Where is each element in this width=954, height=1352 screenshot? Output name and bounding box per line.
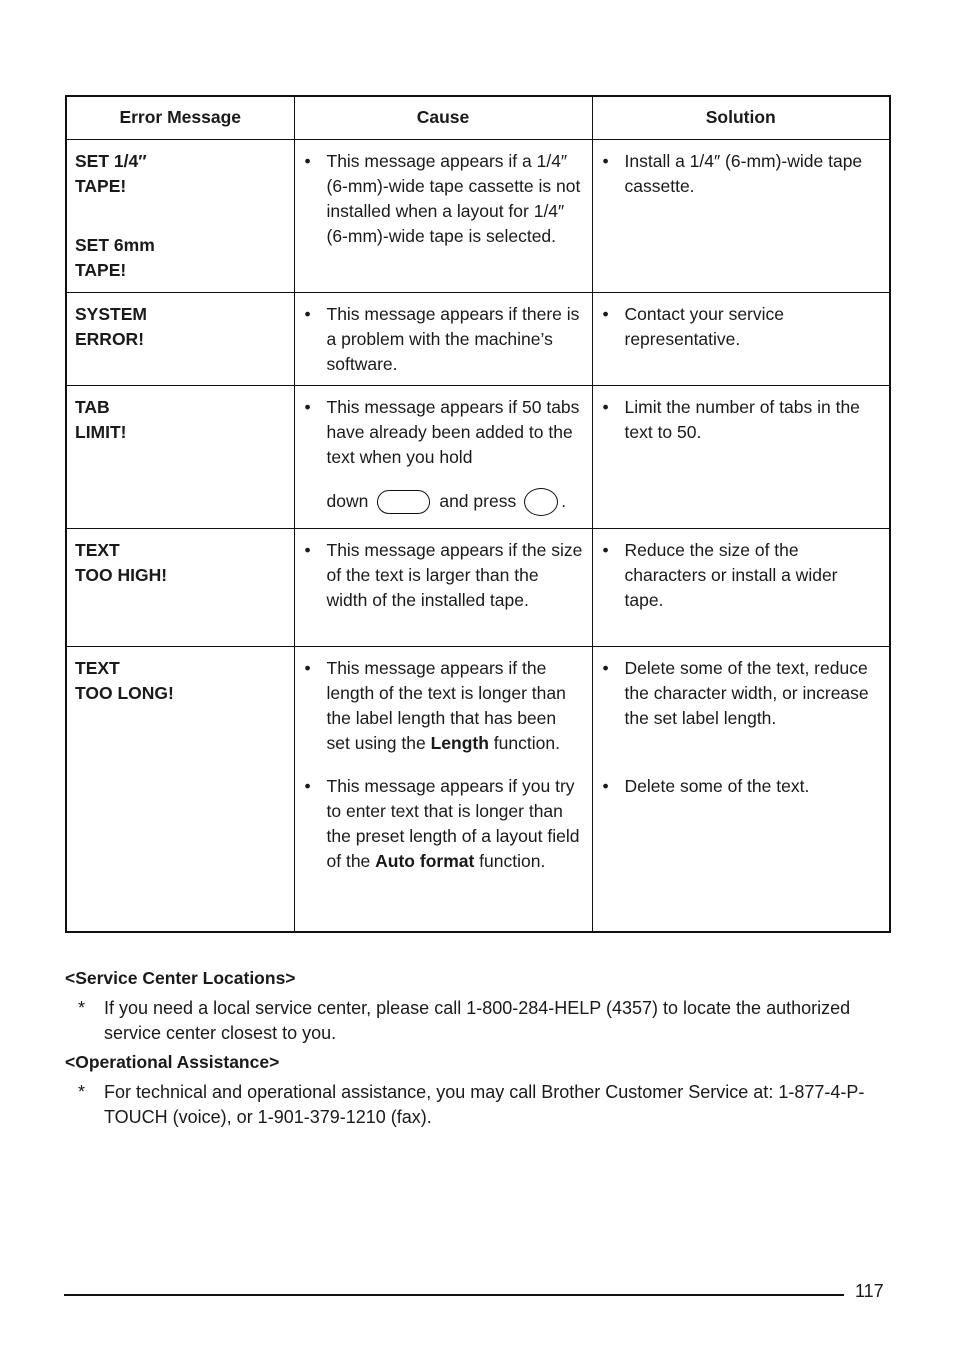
- solution-item: • Contact your service representative.: [603, 302, 882, 352]
- error-message-cell: [66, 528, 294, 646]
- key-instruction-line: [305, 488, 584, 516]
- error-message-cell: [66, 646, 294, 932]
- header-solution: Solution: [592, 96, 890, 139]
- key-word-and-press: and press: [439, 491, 517, 511]
- footer-rule: [64, 1294, 844, 1296]
- solution-cell: [592, 385, 890, 528]
- error-message-line: TOO LONG!: [75, 682, 174, 703]
- table-row: [66, 646, 890, 932]
- table-row: [66, 139, 890, 292]
- cause-item: • This message appears if the length of the text is longer than the label length that has been set using the Length function.: [305, 656, 584, 756]
- error-message-line: SET 6mm: [75, 234, 155, 255]
- key-word-down: down: [326, 491, 369, 511]
- error-message-cell: [66, 385, 294, 528]
- service-center-heading: <Service Center Locations>: [65, 968, 296, 988]
- asterisk-bullet: *: [78, 1082, 86, 1102]
- error-message-cell: [66, 139, 294, 292]
- error-message-line: TAB: [75, 396, 110, 417]
- operational-assistance-heading: <Operational Assistance>: [65, 1052, 280, 1072]
- cause-item: • This message appears if the size of the text is larger than the width of the installed tape.: [305, 538, 584, 613]
- notes-section: [65, 966, 895, 1134]
- error-message-line: LIMIT!: [75, 421, 127, 442]
- page-number: 117: [855, 1281, 884, 1301]
- cause-item: • This message appears if 50 tabs have already been added to the text when you hold: [305, 395, 584, 470]
- error-message-line: TEXT: [75, 657, 120, 678]
- operational-assistance-note: [65, 1080, 895, 1130]
- error-message-line: TAPE!: [75, 259, 127, 280]
- error-message-line: TEXT: [75, 539, 120, 560]
- operational-assistance-text: For technical and operational assistance, you may call Brother Customer Service at: 1-877-4-P-TOUCH (voice), or 1-901-379-1210 (fax).: [104, 1082, 865, 1127]
- cause-cell: [294, 139, 592, 292]
- asterisk-bullet: *: [78, 998, 86, 1018]
- auto-format-function-name: Auto format: [375, 850, 475, 871]
- error-message-line: TOO HIGH!: [75, 564, 168, 585]
- error-message-line: SYSTEM: [75, 303, 147, 324]
- table-header-row: [66, 96, 890, 139]
- cause-item: • This message appears if you try to enter text that is longer than the preset length of a layout field of the Auto format function.: [305, 774, 584, 874]
- cause-cell: [294, 292, 592, 385]
- tab-key-icon: [524, 488, 558, 516]
- solution-cell: [592, 646, 890, 932]
- space-key-icon: [377, 490, 430, 514]
- service-center-note: [65, 996, 895, 1046]
- solution-cell: [592, 292, 890, 385]
- solution-item: • Reduce the size of the characters or install a wider tape.: [603, 538, 882, 613]
- header-cause: Cause: [294, 96, 592, 139]
- error-message-table: [65, 95, 891, 933]
- table-row: [66, 528, 890, 646]
- key-line-end: .: [561, 491, 567, 511]
- cause-item: • This message appears if there is a problem with the machine’s software.: [305, 302, 584, 377]
- error-message-line: SET 1/4″: [75, 150, 147, 171]
- solution-item: • Limit the number of tabs in the text to 50.: [603, 395, 882, 445]
- solution-cell: [592, 528, 890, 646]
- service-center-text: If you need a local service center, please call 1-800-284-HELP (4357) to locate the authorized service center closest to you.: [104, 998, 851, 1043]
- solution-item: • Delete some of the text.: [603, 774, 882, 799]
- error-message-line: TAPE!: [75, 175, 127, 196]
- solution-item: • Install a 1/4″ (6-mm)-wide tape cassette.: [603, 149, 882, 199]
- length-function-name: Length: [430, 732, 489, 753]
- error-message-line: ERROR!: [75, 328, 145, 349]
- table-row: [66, 385, 890, 528]
- cause-cell: [294, 528, 592, 646]
- error-message-cell: [66, 292, 294, 385]
- cause-item: • This message appears if a 1/4″ (6-mm)-wide tape cassette is not installed when a layout for 1/4″ (6-mm)-wide tape is selected.: [305, 149, 584, 249]
- cause-cell: [294, 646, 592, 932]
- solution-cell: [592, 139, 890, 292]
- table-row: [66, 292, 890, 385]
- solution-item: • Delete some of the text, reduce the character width, or increase the set label length.: [603, 656, 882, 731]
- cause-cell: [294, 385, 592, 528]
- header-error-message: Error Message: [66, 96, 294, 139]
